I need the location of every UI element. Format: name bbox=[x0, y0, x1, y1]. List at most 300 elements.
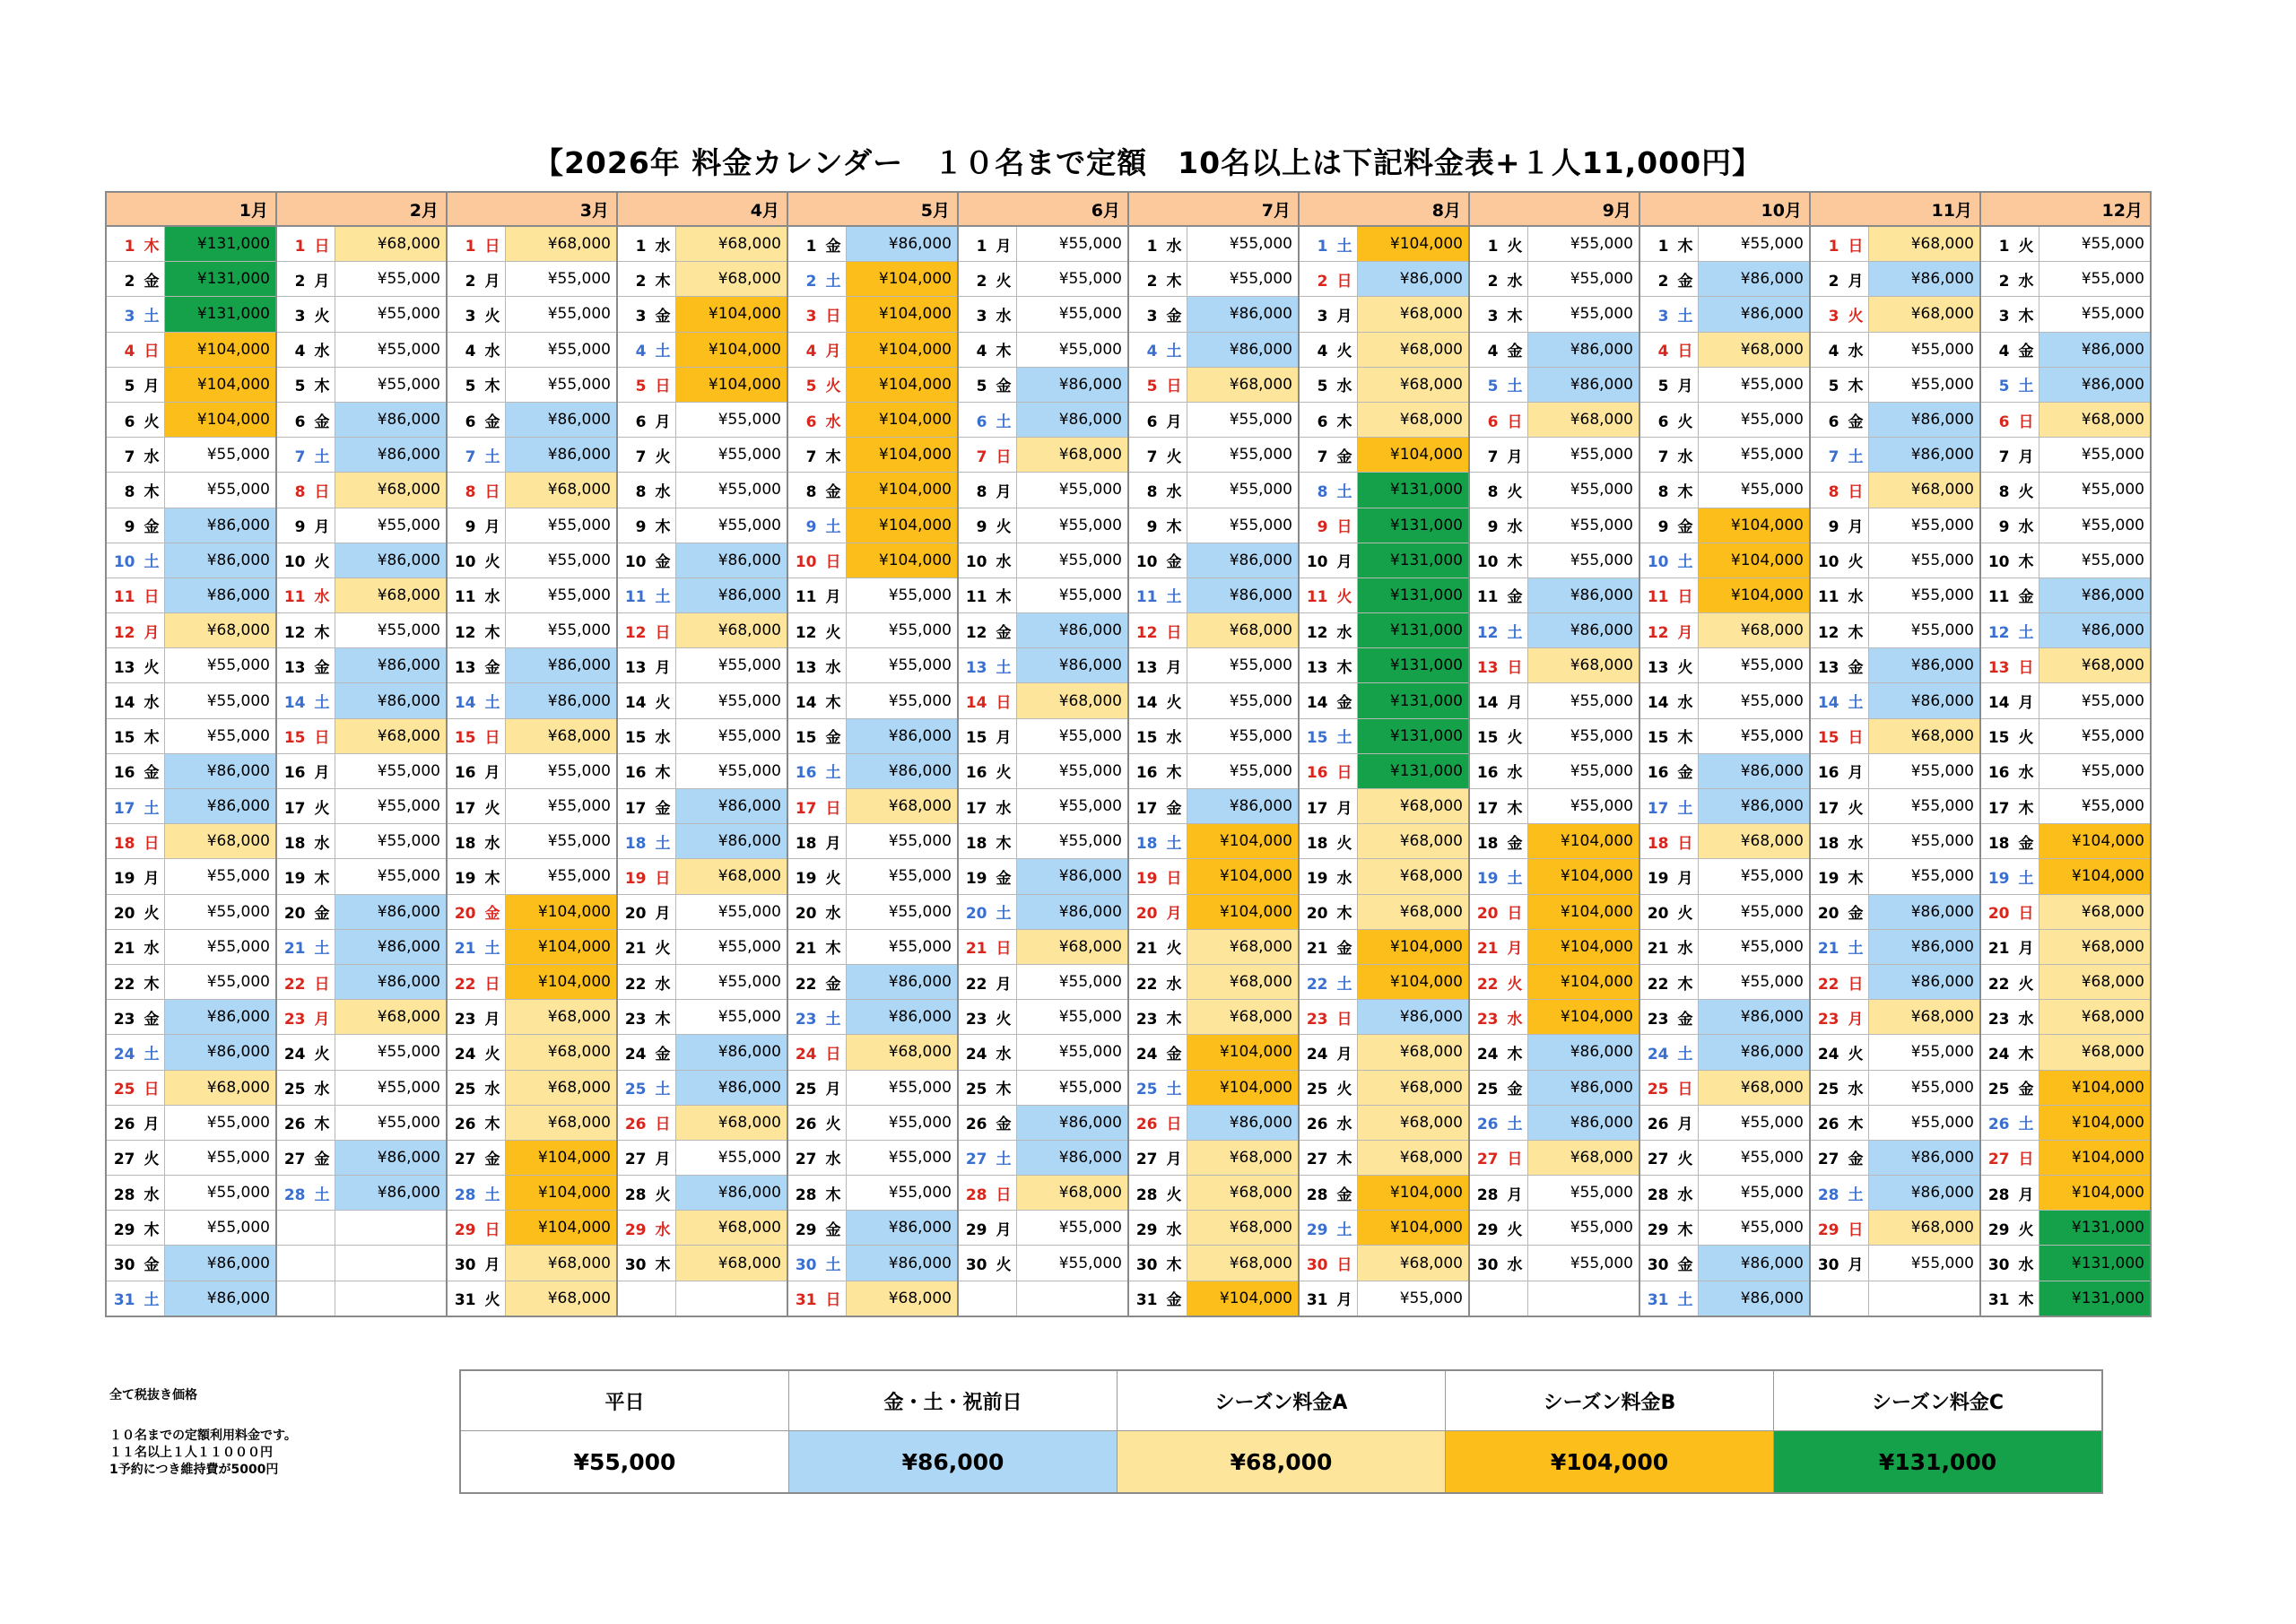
price-cell: ¥104,000 bbox=[1358, 226, 1470, 262]
day-row bbox=[106, 1281, 2151, 1316]
price-cell: ¥55,000 bbox=[335, 789, 448, 824]
price-cell: ¥131,000 bbox=[1358, 753, 1470, 788]
day-cell: 28 火 bbox=[617, 1176, 676, 1211]
price-cell: ¥55,000 bbox=[2039, 753, 2152, 788]
price-cell: ¥86,000 bbox=[1699, 753, 1811, 788]
price-cell: ¥55,000 bbox=[847, 929, 959, 964]
day-cell: 17 火 bbox=[1810, 789, 1869, 824]
price-cell: ¥55,000 bbox=[1017, 508, 1129, 543]
price-cell: ¥86,000 bbox=[165, 578, 277, 612]
price-cell: ¥86,000 bbox=[165, 1000, 277, 1035]
price-cell: ¥55,000 bbox=[676, 894, 788, 929]
price-cell: ¥68,000 bbox=[847, 789, 959, 824]
price-cell: ¥104,000 bbox=[1528, 929, 1640, 964]
price-cell: ¥86,000 bbox=[2039, 332, 2152, 367]
price-cell: ¥68,000 bbox=[1528, 1140, 1640, 1175]
day-cell: 29 日 bbox=[1810, 1211, 1869, 1246]
tax-note: 全て税抜き価格 bbox=[109, 1388, 197, 1403]
price-cell: ¥86,000 bbox=[2039, 613, 2152, 648]
price-cell: ¥86,000 bbox=[1869, 648, 1981, 683]
price-cell: ¥68,000 bbox=[1017, 683, 1129, 718]
day-cell: 31 木 bbox=[1980, 1281, 2039, 1316]
price-cell: ¥68,000 bbox=[1358, 1035, 1470, 1070]
day-cell: 25 月 bbox=[787, 1070, 847, 1105]
price-cell: ¥55,000 bbox=[1017, 1211, 1129, 1246]
day-cell: 2 木 bbox=[1128, 262, 1187, 297]
price-cell: ¥55,000 bbox=[1017, 789, 1129, 824]
price-cell: ¥104,000 bbox=[1187, 894, 1300, 929]
day-cell: 16 土 bbox=[787, 753, 847, 788]
day-cell: 27 火 bbox=[1639, 1140, 1699, 1175]
price-cell: ¥86,000 bbox=[506, 402, 618, 437]
day-cell: 21 水 bbox=[1639, 929, 1699, 964]
price-cell: ¥55,000 bbox=[1869, 753, 1981, 788]
price-cell: ¥55,000 bbox=[506, 578, 618, 612]
day-cell: 27 金 bbox=[276, 1140, 335, 1175]
day-cell: 28 木 bbox=[787, 1176, 847, 1211]
day-cell: 29 火 bbox=[1469, 1211, 1528, 1246]
price-cell: ¥104,000 bbox=[1699, 543, 1811, 578]
price-cell: ¥68,000 bbox=[1187, 1211, 1300, 1246]
price-cell: ¥104,000 bbox=[2039, 1105, 2152, 1140]
price-cell: ¥55,000 bbox=[676, 402, 788, 437]
price-cell: ¥55,000 bbox=[506, 859, 618, 894]
price-cell: ¥104,000 bbox=[847, 438, 959, 473]
day-cell: 1 火 bbox=[1980, 226, 2039, 262]
day-cell: 14 土 bbox=[276, 683, 335, 718]
price-cell: ¥55,000 bbox=[1699, 473, 1811, 508]
price-cell: ¥68,000 bbox=[2039, 1000, 2152, 1035]
price-cell: ¥86,000 bbox=[676, 789, 788, 824]
day-cell: 14 火 bbox=[1128, 683, 1187, 718]
day-cell: 1 日 bbox=[447, 226, 506, 262]
price-cell: ¥55,000 bbox=[1699, 402, 1811, 437]
price-cell: ¥68,000 bbox=[676, 859, 788, 894]
day-cell: 17 金 bbox=[617, 789, 676, 824]
day-cell: 13 土 bbox=[958, 648, 1017, 683]
price-cell: ¥104,000 bbox=[1528, 824, 1640, 859]
day-cell: 29 金 bbox=[787, 1211, 847, 1246]
price-cell: ¥86,000 bbox=[1187, 789, 1300, 824]
price-cell: ¥55,000 bbox=[1187, 262, 1300, 297]
price-cell: ¥68,000 bbox=[506, 1105, 618, 1140]
day-cell: 6 火 bbox=[1639, 402, 1699, 437]
price-cell: ¥86,000 bbox=[1699, 1246, 1811, 1281]
day-cell: 23 日 bbox=[1299, 1000, 1358, 1035]
price-cell: ¥68,000 bbox=[165, 613, 277, 648]
price-cell: ¥68,000 bbox=[1187, 964, 1300, 999]
day-cell: 17 日 bbox=[787, 789, 847, 824]
day-cell: 30 火 bbox=[958, 1246, 1017, 1281]
day-cell: 27 土 bbox=[958, 1140, 1017, 1175]
price-cell: ¥55,000 bbox=[1869, 824, 1981, 859]
price-cell: ¥55,000 bbox=[1528, 226, 1640, 262]
price-cell: ¥55,000 bbox=[847, 824, 959, 859]
day-cell: 15 土 bbox=[1299, 718, 1358, 753]
day-cell: 14 金 bbox=[1299, 683, 1358, 718]
price-cell: ¥55,000 bbox=[1187, 438, 1300, 473]
day-cell: 17 火 bbox=[276, 789, 335, 824]
price-cell: ¥55,000 bbox=[1869, 508, 1981, 543]
price-cell: ¥55,000 bbox=[1528, 789, 1640, 824]
day-cell: 10 日 bbox=[787, 543, 847, 578]
price-cell: ¥55,000 bbox=[1869, 613, 1981, 648]
price-cell: ¥104,000 bbox=[847, 332, 959, 367]
day-cell: 10 月 bbox=[1299, 543, 1358, 578]
day-cell: 6 月 bbox=[617, 402, 676, 437]
price-cell: ¥55,000 bbox=[2039, 297, 2152, 332]
day-cell: 29 木 bbox=[106, 1211, 165, 1246]
price-cell: ¥55,000 bbox=[1869, 578, 1981, 612]
day-cell: 2 木 bbox=[617, 262, 676, 297]
day-cell: 27 月 bbox=[1128, 1140, 1187, 1175]
day-cell: 2 月 bbox=[1810, 262, 1869, 297]
day-row bbox=[106, 753, 2151, 788]
price-cell: ¥55,000 bbox=[676, 929, 788, 964]
day-cell: 28 水 bbox=[106, 1176, 165, 1211]
day-cell: 11 木 bbox=[958, 578, 1017, 612]
price-cell: ¥68,000 bbox=[1187, 1176, 1300, 1211]
day-cell: 7 金 bbox=[1299, 438, 1358, 473]
day-cell: 30 金 bbox=[1639, 1246, 1699, 1281]
price-cell: ¥86,000 bbox=[1869, 438, 1981, 473]
day-cell: 31 月 bbox=[1299, 1281, 1358, 1316]
price-cell: ¥104,000 bbox=[1528, 894, 1640, 929]
day-cell: 20 金 bbox=[1810, 894, 1869, 929]
price-cell: ¥131,000 bbox=[1358, 718, 1470, 753]
day-cell: 23 木 bbox=[1128, 1000, 1187, 1035]
day-cell: 7 土 bbox=[1810, 438, 1869, 473]
day-cell: 17 月 bbox=[1299, 789, 1358, 824]
price-cell: ¥86,000 bbox=[2039, 367, 2152, 402]
day-cell: 5 水 bbox=[1299, 367, 1358, 402]
day-cell: 28 土 bbox=[276, 1176, 335, 1211]
price-cell: ¥86,000 bbox=[1017, 859, 1129, 894]
day-cell: 30 水 bbox=[1980, 1246, 2039, 1281]
day-cell: 19 木 bbox=[1810, 859, 1869, 894]
day-cell: 17 土 bbox=[106, 789, 165, 824]
day-cell: 20 金 bbox=[276, 894, 335, 929]
day-cell: 15 日 bbox=[276, 718, 335, 753]
price-cell: ¥86,000 bbox=[506, 683, 618, 718]
day-cell: 2 水 bbox=[1980, 262, 2039, 297]
day-cell: 24 火 bbox=[276, 1035, 335, 1070]
day-cell: 2 火 bbox=[958, 262, 1017, 297]
price-cell: ¥68,000 bbox=[335, 473, 448, 508]
day-cell: 6 金 bbox=[276, 402, 335, 437]
price-cell: ¥86,000 bbox=[1869, 402, 1981, 437]
price-cell: ¥55,000 bbox=[1017, 1000, 1129, 1035]
day-cell: 4 水 bbox=[447, 332, 506, 367]
day-cell: 27 火 bbox=[106, 1140, 165, 1175]
day-cell: 30 木 bbox=[1128, 1246, 1187, 1281]
day-cell: 3 火 bbox=[1810, 297, 1869, 332]
day-row bbox=[106, 578, 2151, 612]
day-cell: 1 水 bbox=[1128, 226, 1187, 262]
day-cell: 16 月 bbox=[276, 753, 335, 788]
price-cell: ¥55,000 bbox=[847, 1176, 959, 1211]
day-cell: 21 火 bbox=[617, 929, 676, 964]
day-cell: 20 月 bbox=[617, 894, 676, 929]
legend-value: ¥68,000 bbox=[1118, 1431, 1446, 1494]
price-cell: ¥55,000 bbox=[335, 332, 448, 367]
price-cell: ¥55,000 bbox=[1017, 297, 1129, 332]
price-cell: ¥86,000 bbox=[1017, 1105, 1129, 1140]
day-cell: 25 土 bbox=[617, 1070, 676, 1105]
price-cell: ¥68,000 bbox=[506, 1000, 618, 1035]
day-cell: 15 火 bbox=[1469, 718, 1528, 753]
day-cell: 9 火 bbox=[958, 508, 1017, 543]
day-cell: 23 火 bbox=[958, 1000, 1017, 1035]
day-cell: 3 金 bbox=[617, 297, 676, 332]
day-row bbox=[106, 367, 2151, 402]
day-cell: 20 土 bbox=[958, 894, 1017, 929]
month-header: 12月 bbox=[1980, 192, 2151, 226]
price-cell: ¥104,000 bbox=[2039, 1070, 2152, 1105]
day-cell bbox=[276, 1281, 335, 1316]
price-cell: ¥55,000 bbox=[335, 297, 448, 332]
price-cell: ¥68,000 bbox=[1187, 929, 1300, 964]
day-row bbox=[106, 1070, 2151, 1105]
price-cell: ¥104,000 bbox=[506, 964, 618, 999]
day-cell: 24 土 bbox=[106, 1035, 165, 1070]
price-cell: ¥68,000 bbox=[1869, 297, 1981, 332]
price-cell: ¥68,000 bbox=[1869, 1000, 1981, 1035]
day-cell: 22 日 bbox=[447, 964, 506, 999]
price-cell: ¥131,000 bbox=[1358, 613, 1470, 648]
day-cell: 20 木 bbox=[1299, 894, 1358, 929]
day-cell: 25 水 bbox=[276, 1070, 335, 1105]
price-cell: ¥55,000 bbox=[1528, 718, 1640, 753]
price-cell: ¥55,000 bbox=[165, 1211, 277, 1246]
price-cell: ¥55,000 bbox=[1017, 543, 1129, 578]
price-cell: ¥86,000 bbox=[1869, 1176, 1981, 1211]
price-cell: ¥86,000 bbox=[165, 1281, 277, 1316]
price-cell: ¥68,000 bbox=[1358, 402, 1470, 437]
price-cell: ¥104,000 bbox=[165, 367, 277, 402]
day-cell: 24 土 bbox=[1639, 1035, 1699, 1070]
day-cell: 18 日 bbox=[1639, 824, 1699, 859]
day-cell bbox=[958, 1281, 1017, 1316]
day-cell: 30 月 bbox=[1810, 1246, 1869, 1281]
price-cell: ¥55,000 bbox=[335, 508, 448, 543]
price-cell: ¥55,000 bbox=[506, 332, 618, 367]
day-cell: 31 火 bbox=[447, 1281, 506, 1316]
day-cell: 11 水 bbox=[276, 578, 335, 612]
price-cell: ¥86,000 bbox=[1869, 262, 1981, 297]
day-cell: 25 日 bbox=[106, 1070, 165, 1105]
day-cell: 19 土 bbox=[1469, 859, 1528, 894]
day-cell: 9 日 bbox=[1299, 508, 1358, 543]
day-cell: 7 土 bbox=[276, 438, 335, 473]
day-cell bbox=[1469, 1281, 1528, 1316]
day-cell: 5 火 bbox=[787, 367, 847, 402]
price-cell: ¥55,000 bbox=[165, 438, 277, 473]
day-cell: 9 金 bbox=[1639, 508, 1699, 543]
day-cell: 28 月 bbox=[1469, 1176, 1528, 1211]
price-cell: ¥55,000 bbox=[1699, 964, 1811, 999]
day-cell: 8 金 bbox=[787, 473, 847, 508]
price-cell: ¥86,000 bbox=[1699, 789, 1811, 824]
price-cell: ¥104,000 bbox=[506, 1211, 618, 1246]
day-cell: 11 金 bbox=[1980, 578, 2039, 612]
price-cell: ¥55,000 bbox=[165, 1105, 277, 1140]
day-cell: 3 火 bbox=[276, 297, 335, 332]
price-cell: ¥55,000 bbox=[1528, 543, 1640, 578]
day-cell: 21 土 bbox=[276, 929, 335, 964]
price-cell: ¥68,000 bbox=[1358, 1140, 1470, 1175]
price-cell: ¥104,000 bbox=[1187, 1281, 1300, 1316]
price-cell: ¥55,000 bbox=[2039, 508, 2152, 543]
day-cell: 12 土 bbox=[1469, 613, 1528, 648]
day-cell: 5 月 bbox=[1639, 367, 1699, 402]
day-cell: 15 木 bbox=[1639, 718, 1699, 753]
day-cell: 26 火 bbox=[787, 1105, 847, 1140]
price-cell: ¥55,000 bbox=[1869, 1246, 1981, 1281]
day-cell: 21 木 bbox=[787, 929, 847, 964]
day-cell: 16 水 bbox=[1980, 753, 2039, 788]
day-cell: 14 木 bbox=[787, 683, 847, 718]
price-cell: ¥55,000 bbox=[676, 683, 788, 718]
day-row bbox=[106, 1035, 2151, 1070]
price-cell: ¥55,000 bbox=[676, 753, 788, 788]
day-cell: 25 火 bbox=[1299, 1070, 1358, 1105]
price-cell: ¥68,000 bbox=[676, 1105, 788, 1140]
day-cell: 2 土 bbox=[787, 262, 847, 297]
price-cell bbox=[676, 1281, 788, 1316]
price-cell: ¥55,000 bbox=[1017, 262, 1129, 297]
day-cell: 4 日 bbox=[106, 332, 165, 367]
price-cell: ¥55,000 bbox=[1528, 473, 1640, 508]
price-cell: ¥86,000 bbox=[1699, 1281, 1811, 1316]
day-cell: 2 月 bbox=[447, 262, 506, 297]
day-cell: 19 月 bbox=[106, 859, 165, 894]
price-cell: ¥86,000 bbox=[1017, 894, 1129, 929]
day-cell: 16 木 bbox=[617, 753, 676, 788]
day-cell: 18 木 bbox=[958, 824, 1017, 859]
day-cell: 19 木 bbox=[447, 859, 506, 894]
day-cell: 1 木 bbox=[106, 226, 165, 262]
day-cell: 9 木 bbox=[1128, 508, 1187, 543]
price-cell: ¥86,000 bbox=[335, 929, 448, 964]
price-cell: ¥55,000 bbox=[335, 1070, 448, 1105]
day-cell: 21 土 bbox=[447, 929, 506, 964]
day-cell: 8 木 bbox=[1639, 473, 1699, 508]
price-cell: ¥68,000 bbox=[506, 1035, 618, 1070]
day-cell: 7 木 bbox=[787, 438, 847, 473]
price-cell: ¥68,000 bbox=[1358, 297, 1470, 332]
day-cell: 29 水 bbox=[1128, 1211, 1187, 1246]
price-cell: ¥86,000 bbox=[1699, 297, 1811, 332]
day-cell: 20 日 bbox=[1980, 894, 2039, 929]
price-cell: ¥86,000 bbox=[1017, 1140, 1129, 1175]
price-cell: ¥68,000 bbox=[506, 1246, 618, 1281]
day-cell: 3 日 bbox=[787, 297, 847, 332]
price-cell: ¥55,000 bbox=[1017, 473, 1129, 508]
price-cell: ¥68,000 bbox=[335, 578, 448, 612]
day-cell: 6 日 bbox=[1980, 402, 2039, 437]
day-cell: 15 金 bbox=[787, 718, 847, 753]
price-cell: ¥55,000 bbox=[1187, 402, 1300, 437]
day-cell: 24 火 bbox=[1810, 1035, 1869, 1070]
price-cell: ¥55,000 bbox=[1187, 683, 1300, 718]
day-cell: 1 金 bbox=[787, 226, 847, 262]
day-row bbox=[106, 508, 2151, 543]
price-cell: ¥104,000 bbox=[676, 332, 788, 367]
day-cell: 18 水 bbox=[447, 824, 506, 859]
day-cell: 14 土 bbox=[1810, 683, 1869, 718]
day-cell: 4 金 bbox=[1469, 332, 1528, 367]
month-header: 4月 bbox=[617, 192, 787, 226]
day-cell: 19 日 bbox=[617, 859, 676, 894]
price-cell: ¥55,000 bbox=[335, 613, 448, 648]
day-cell: 5 木 bbox=[447, 367, 506, 402]
day-cell: 8 土 bbox=[1299, 473, 1358, 508]
price-cell: ¥86,000 bbox=[1187, 543, 1300, 578]
day-cell: 13 水 bbox=[787, 648, 847, 683]
day-cell: 25 土 bbox=[1128, 1070, 1187, 1105]
day-cell: 3 月 bbox=[1299, 297, 1358, 332]
day-cell: 11 金 bbox=[1469, 578, 1528, 612]
price-cell: ¥86,000 bbox=[165, 543, 277, 578]
day-row bbox=[106, 438, 2151, 473]
price-cell: ¥55,000 bbox=[1528, 683, 1640, 718]
price-cell: ¥55,000 bbox=[165, 1176, 277, 1211]
day-cell: 7 水 bbox=[1639, 438, 1699, 473]
price-cell: ¥86,000 bbox=[1528, 1105, 1640, 1140]
month-header: 1月 bbox=[106, 192, 276, 226]
day-cell: 10 火 bbox=[447, 543, 506, 578]
price-cell: ¥104,000 bbox=[506, 929, 618, 964]
price-cell: ¥86,000 bbox=[335, 402, 448, 437]
day-cell: 13 月 bbox=[617, 648, 676, 683]
price-cell: ¥55,000 bbox=[1699, 367, 1811, 402]
price-cell: ¥86,000 bbox=[1358, 262, 1470, 297]
day-cell: 13 金 bbox=[1810, 648, 1869, 683]
day-cell: 28 土 bbox=[447, 1176, 506, 1211]
day-cell: 2 水 bbox=[1469, 262, 1528, 297]
day-cell: 3 土 bbox=[1639, 297, 1699, 332]
day-cell: 3 木 bbox=[1469, 297, 1528, 332]
day-cell: 24 日 bbox=[787, 1035, 847, 1070]
day-row bbox=[106, 543, 2151, 578]
day-cell: 20 月 bbox=[1128, 894, 1187, 929]
legend-label: シーズン料金C bbox=[1774, 1370, 2103, 1431]
price-cell: ¥131,000 bbox=[165, 262, 277, 297]
day-cell: 26 木 bbox=[1810, 1105, 1869, 1140]
price-cell: ¥86,000 bbox=[165, 789, 277, 824]
price-cell: ¥55,000 bbox=[1869, 1070, 1981, 1105]
day-row bbox=[106, 894, 2151, 929]
day-cell: 2 日 bbox=[1299, 262, 1358, 297]
day-cell: 21 金 bbox=[1299, 929, 1358, 964]
day-cell: 12 日 bbox=[1128, 613, 1187, 648]
day-cell: 12 火 bbox=[787, 613, 847, 648]
price-cell: ¥104,000 bbox=[2039, 824, 2152, 859]
day-cell: 26 木 bbox=[447, 1105, 506, 1140]
price-cell: ¥86,000 bbox=[1017, 648, 1129, 683]
month-header: 10月 bbox=[1639, 192, 1810, 226]
price-cell: ¥86,000 bbox=[1869, 964, 1981, 999]
day-cell: 22 木 bbox=[106, 964, 165, 999]
price-cell: ¥55,000 bbox=[1869, 1035, 1981, 1070]
price-cell: ¥55,000 bbox=[676, 473, 788, 508]
day-cell: 19 日 bbox=[1128, 859, 1187, 894]
day-cell: 6 土 bbox=[958, 402, 1017, 437]
price-cell: ¥55,000 bbox=[165, 964, 277, 999]
price-cell: ¥86,000 bbox=[335, 894, 448, 929]
day-cell bbox=[1810, 1281, 1869, 1316]
